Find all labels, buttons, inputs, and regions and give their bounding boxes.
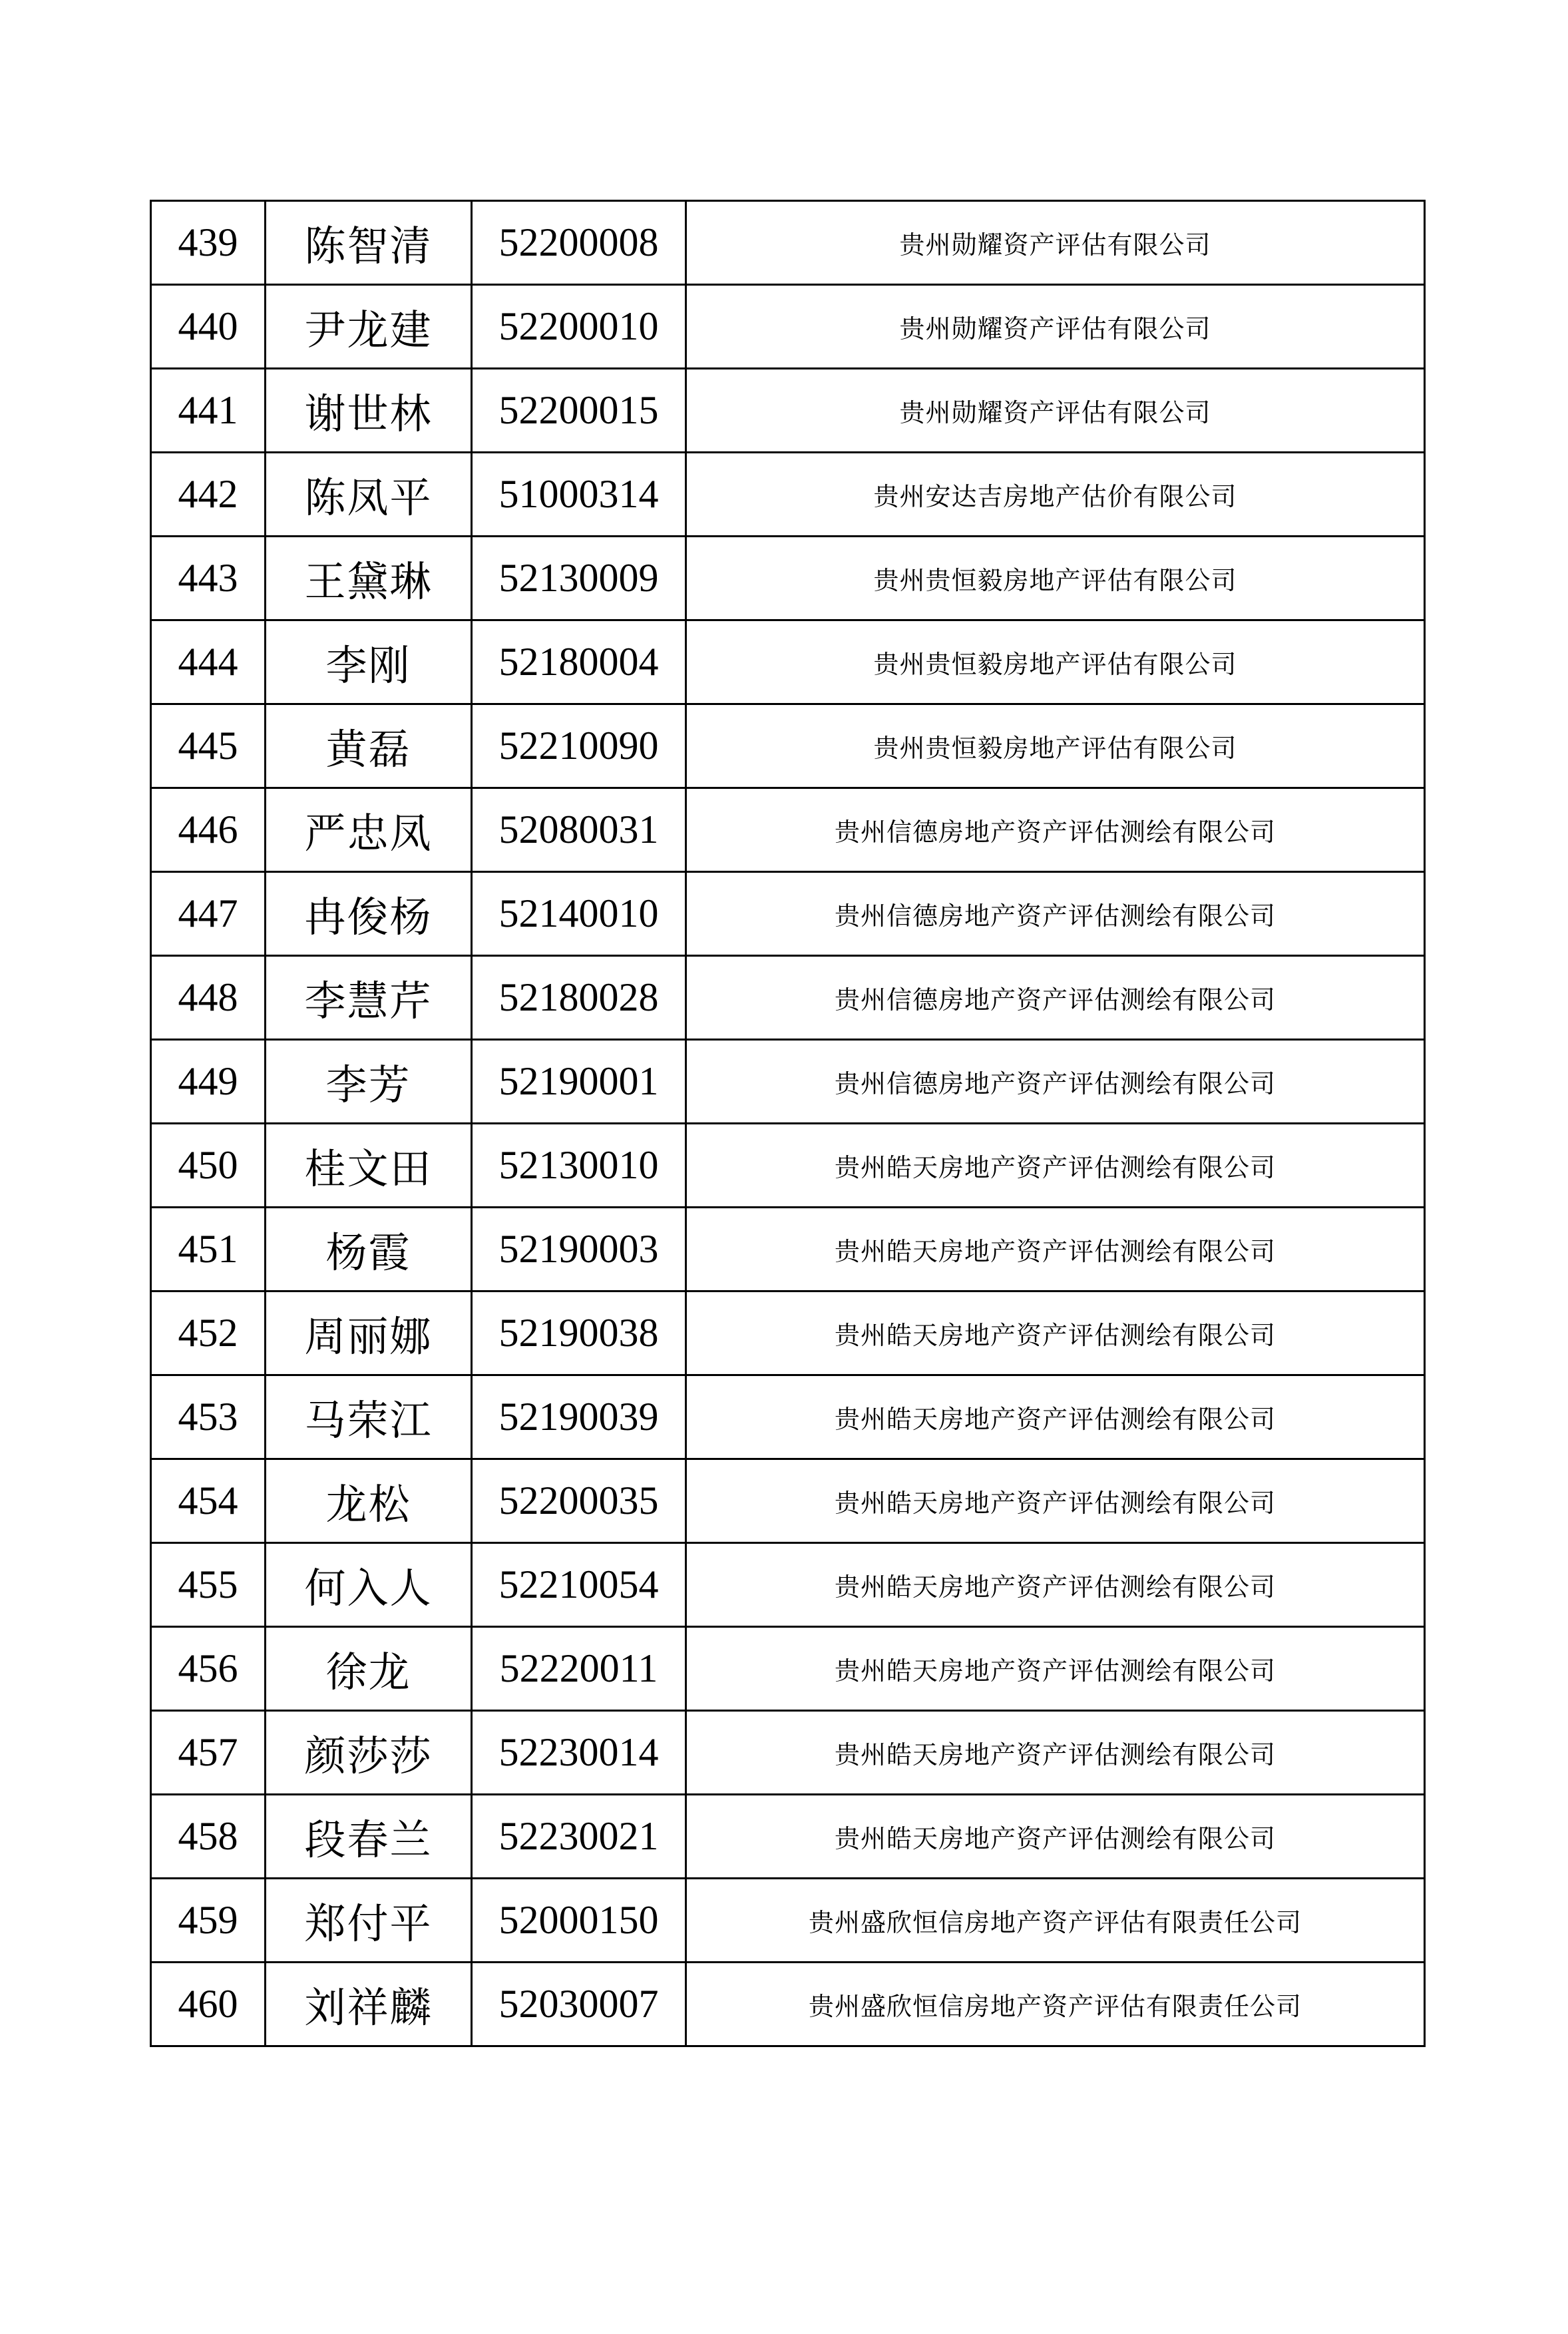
certificate-number: 52230021 [472,1795,686,1879]
table-row [151,956,1425,1040]
certificate-number: 52180004 [472,620,686,704]
company-name: 贵州皓天房地产资产评估测绘有限公司 [686,1711,1425,1795]
company-name: 贵州盛欣恒信房地产资产评估有限责任公司 [686,1879,1425,1963]
certificate-number: 52080031 [472,788,686,872]
certificate-number: 51000314 [472,453,686,537]
company-name: 贵州贵恒毅房地产评估有限公司 [686,620,1425,704]
table-row [151,201,1425,285]
row-number: 455 [151,1543,266,1627]
person-name: 何入人 [266,1543,472,1627]
company-name: 贵州信德房地产资产评估测绘有限公司 [686,1040,1425,1124]
company-name: 贵州皓天房地产资产评估测绘有限公司 [686,1291,1425,1375]
company-name: 贵州皓天房地产资产评估测绘有限公司 [686,1375,1425,1459]
certificate-number: 52130009 [472,537,686,620]
person-name: 李慧芹 [266,956,472,1040]
person-name: 马荣江 [266,1375,472,1459]
certificate-number: 52030007 [472,1963,686,2046]
person-name: 严忠凤 [266,788,472,872]
certificate-number: 52200010 [472,285,686,369]
company-name: 贵州皓天房地产资产评估测绘有限公司 [686,1543,1425,1627]
certificate-number: 52190038 [472,1291,686,1375]
table-row [151,1711,1425,1795]
company-name: 贵州皓天房地产资产评估测绘有限公司 [686,1459,1425,1543]
person-name: 陈智清 [266,201,472,285]
person-name: 陈凤平 [266,453,472,537]
table-row [151,1124,1425,1208]
table-row [151,285,1425,369]
company-name: 贵州贵恒毅房地产评估有限公司 [686,537,1425,620]
row-number: 453 [151,1375,266,1459]
row-number: 439 [151,201,266,285]
roster-table [150,200,1426,2047]
company-name: 贵州皓天房地产资产评估测绘有限公司 [686,1795,1425,1879]
table-row [151,1040,1425,1124]
certificate-number: 52130010 [472,1124,686,1208]
certificate-number: 52190003 [472,1208,686,1291]
certificate-number: 52180028 [472,956,686,1040]
person-name: 龙松 [266,1459,472,1543]
certificate-number: 52190001 [472,1040,686,1124]
row-number: 442 [151,453,266,537]
certificate-number: 52200035 [472,1459,686,1543]
table-row [151,537,1425,620]
company-name: 贵州信德房地产资产评估测绘有限公司 [686,788,1425,872]
person-name: 郑付平 [266,1879,472,1963]
person-name: 杨霞 [266,1208,472,1291]
person-name: 王黛琳 [266,537,472,620]
row-number: 460 [151,1963,266,2046]
table-row [151,1627,1425,1711]
certificate-number: 52200008 [472,201,686,285]
table-row [151,704,1425,788]
table-row [151,620,1425,704]
row-number: 450 [151,1124,266,1208]
person-name: 冉俊杨 [266,872,472,956]
table-row [151,1375,1425,1459]
table-row [151,1543,1425,1627]
certificate-number: 52220011 [472,1627,686,1711]
company-name: 贵州盛欣恒信房地产资产评估有限责任公司 [686,1963,1425,2046]
row-number: 443 [151,537,266,620]
person-name: 颜莎莎 [266,1711,472,1795]
company-name: 贵州贵恒毅房地产评估有限公司 [686,704,1425,788]
company-name: 贵州信德房地产资产评估测绘有限公司 [686,872,1425,956]
roster-body [151,201,1425,2046]
certificate-number: 52190039 [472,1375,686,1459]
certificate-number: 52210090 [472,704,686,788]
row-number: 459 [151,1879,266,1963]
table-row [151,1879,1425,1963]
person-name: 谢世林 [266,369,472,453]
company-name: 贵州皓天房地产资产评估测绘有限公司 [686,1124,1425,1208]
person-name: 李刚 [266,620,472,704]
row-number: 456 [151,1627,266,1711]
table-row [151,872,1425,956]
row-number: 448 [151,956,266,1040]
row-number: 452 [151,1291,266,1375]
row-number: 441 [151,369,266,453]
company-name: 贵州勋耀资产评估有限公司 [686,201,1425,285]
person-name: 李芳 [266,1040,472,1124]
table-row [151,788,1425,872]
table-row [151,1459,1425,1543]
table-row [151,1795,1425,1879]
company-name: 贵州勋耀资产评估有限公司 [686,369,1425,453]
company-name: 贵州信德房地产资产评估测绘有限公司 [686,956,1425,1040]
certificate-number: 52000150 [472,1879,686,1963]
person-name: 徐龙 [266,1627,472,1711]
row-number: 454 [151,1459,266,1543]
row-number: 457 [151,1711,266,1795]
table-row [151,1291,1425,1375]
person-name: 周丽娜 [266,1291,472,1375]
person-name: 段春兰 [266,1795,472,1879]
certificate-number: 52230014 [472,1711,686,1795]
row-number: 444 [151,620,266,704]
company-name: 贵州勋耀资产评估有限公司 [686,285,1425,369]
company-name: 贵州皓天房地产资产评估测绘有限公司 [686,1627,1425,1711]
row-number: 445 [151,704,266,788]
person-name: 刘祥麟 [266,1963,472,2046]
row-number: 451 [151,1208,266,1291]
roster-sheet [150,200,1424,2047]
table-row [151,1208,1425,1291]
table-row [151,453,1425,537]
company-name: 贵州皓天房地产资产评估测绘有限公司 [686,1208,1425,1291]
row-number: 446 [151,788,266,872]
table-row [151,1963,1425,2046]
certificate-number: 52140010 [472,872,686,956]
certificate-number: 52200015 [472,369,686,453]
table-row [151,369,1425,453]
row-number: 447 [151,872,266,956]
person-name: 黄磊 [266,704,472,788]
certificate-number: 52210054 [472,1543,686,1627]
person-name: 尹龙建 [266,285,472,369]
row-number: 449 [151,1040,266,1124]
row-number: 440 [151,285,266,369]
row-number: 458 [151,1795,266,1879]
company-name: 贵州安达吉房地产估价有限公司 [686,453,1425,537]
person-name: 桂文田 [266,1124,472,1208]
